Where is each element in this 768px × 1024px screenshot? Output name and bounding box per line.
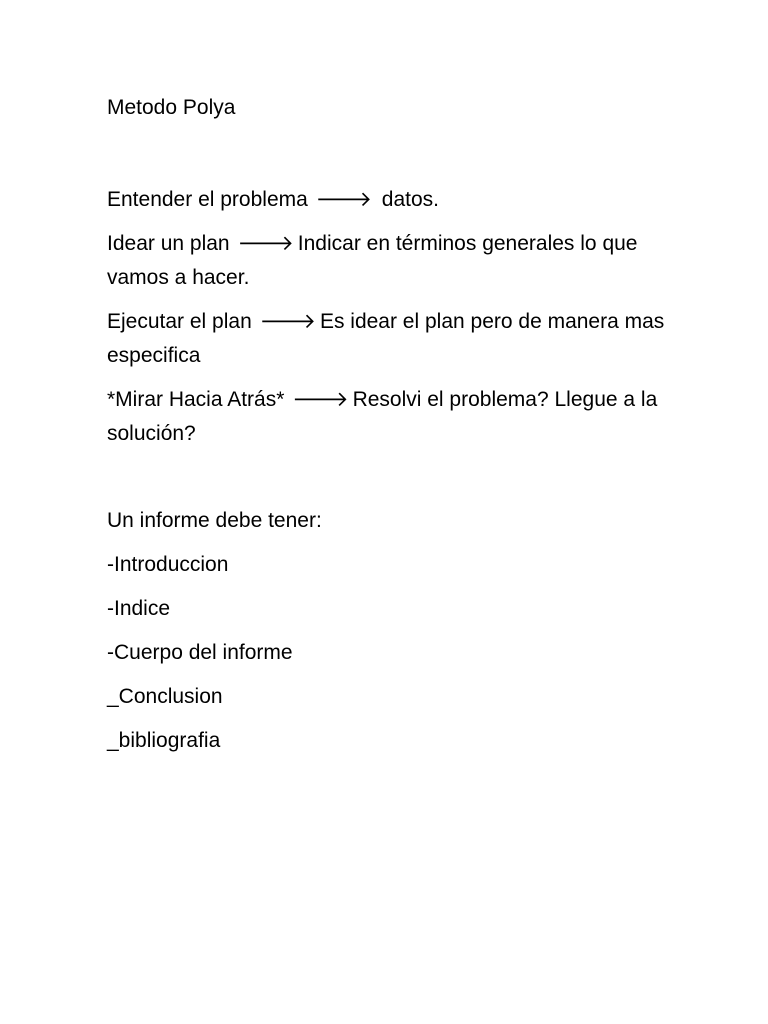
report-item-conclusion: _Conclusion bbox=[107, 685, 223, 708]
step-ejecutar bbox=[107, 305, 667, 373]
step-text: Indicar en términos generales lo que vamos a hacer. bbox=[107, 232, 638, 289]
step-text: Es idear el plan pero de manera mas especifica bbox=[107, 310, 665, 367]
step-mirar bbox=[107, 383, 667, 451]
step-label: Ejecutar el plan bbox=[107, 310, 252, 333]
report-item-bibliografia: _bibliografia bbox=[107, 729, 221, 752]
arrow-right-icon: 🡒 bbox=[259, 310, 316, 333]
report-item-indice: -Indice bbox=[107, 597, 171, 620]
arrow-right-icon: 🡒 bbox=[315, 188, 372, 211]
step-label: *Mirar Hacia Atrás* bbox=[107, 388, 285, 411]
step-text: Resolvi el problema? Llegue a la solución? bbox=[107, 388, 658, 445]
spacer bbox=[107, 461, 667, 504]
step-label: Entender el problema bbox=[107, 188, 308, 211]
report-item-introduccion: -Introduccion bbox=[107, 553, 229, 576]
report-intro: Un informe debe tener: bbox=[107, 509, 322, 532]
report-item-cuerpo: -Cuerpo del informe bbox=[107, 641, 293, 664]
step-entender bbox=[107, 183, 667, 217]
arrow-right-icon: 🡒 bbox=[292, 388, 349, 411]
spacer bbox=[107, 122, 667, 183]
document-title: Metodo Polya bbox=[107, 96, 236, 119]
step-text: datos. bbox=[375, 188, 440, 211]
document-content bbox=[107, 94, 667, 768]
step-label: Idear un plan bbox=[107, 232, 230, 255]
arrow-right-icon: 🡒 bbox=[237, 232, 294, 255]
step-idear bbox=[107, 227, 667, 295]
